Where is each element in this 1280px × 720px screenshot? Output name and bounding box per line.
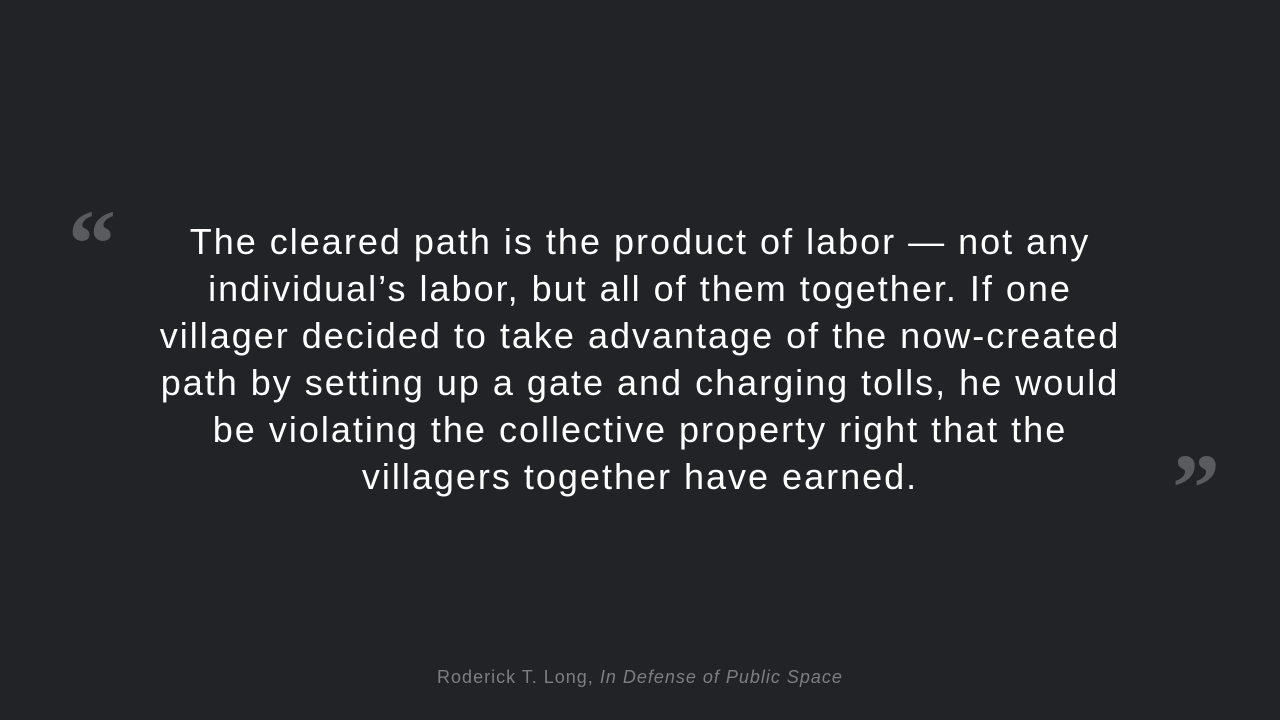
open-quote-icon: “ xyxy=(68,190,116,297)
attribution xyxy=(0,666,1280,688)
attribution-author: Roderick T. Long xyxy=(437,667,588,687)
attribution-work: In Defense of Public Space xyxy=(599,667,843,687)
attribution-separator: , xyxy=(587,667,600,687)
quote-text: The cleared path is the product of labor — not any individual’s labor, but all of them together. If one villager decided to take advantage of the now-created path by setting up a gate and charging tolls, he would be violating the collective property right that the villagers together have earned. xyxy=(159,221,1121,497)
close-quote-icon: ” xyxy=(1172,434,1220,541)
